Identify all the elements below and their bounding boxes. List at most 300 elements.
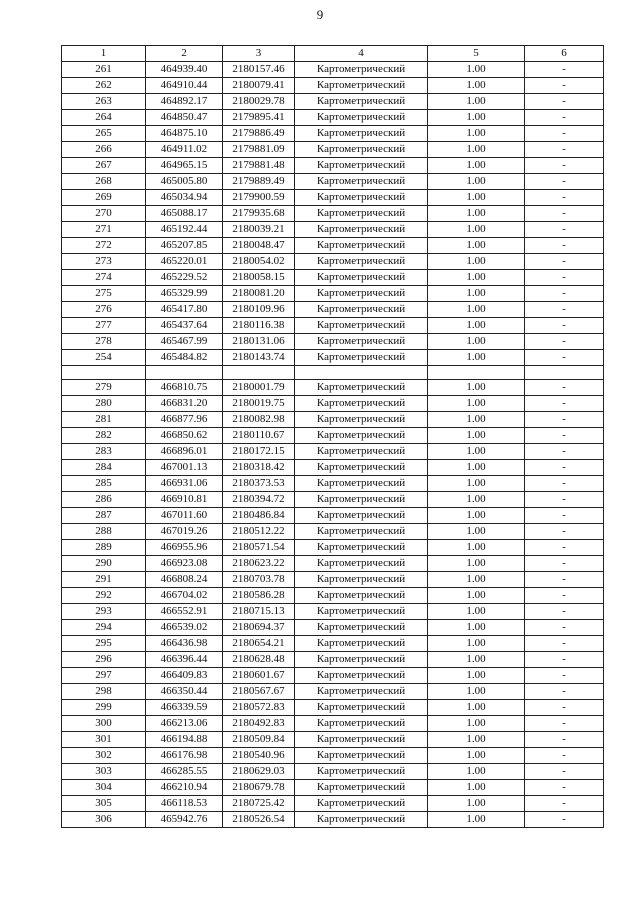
table-cell: 464910.44	[146, 78, 223, 94]
table-cell: -	[525, 668, 604, 684]
table-cell: 465220.01	[146, 254, 223, 270]
table-cell: 2180623.22	[223, 556, 295, 572]
table-cell: 278	[62, 334, 146, 350]
table-cell: 2180394.72	[223, 492, 295, 508]
table-cell: 293	[62, 604, 146, 620]
table-cell: 261	[62, 62, 146, 78]
table-cell: 1.00	[428, 604, 525, 620]
table-cell: Картометрический	[295, 302, 428, 318]
table-cell: Картометрический	[295, 412, 428, 428]
table-cell: 1.00	[428, 62, 525, 78]
table-cell: -	[525, 318, 604, 334]
table-cell: 2180526.54	[223, 812, 295, 828]
table-cell: 2180509.84	[223, 732, 295, 748]
table-cell: -	[525, 254, 604, 270]
table-row	[62, 812, 604, 828]
table-cell: 1.00	[428, 142, 525, 158]
table-cell: Картометрический	[295, 158, 428, 174]
table-cell: Картометрический	[295, 508, 428, 524]
table-cell: 2180715.13	[223, 604, 295, 620]
table-cell: 466396.44	[146, 652, 223, 668]
table-cell: Картометрический	[295, 524, 428, 540]
table-cell: 465005.80	[146, 174, 223, 190]
table-cell: 279	[62, 380, 146, 396]
table-cell: -	[525, 604, 604, 620]
table-cell: 2180694.37	[223, 620, 295, 636]
table-cell: 2180586.28	[223, 588, 295, 604]
table-cell: 464965.15	[146, 158, 223, 174]
table-row	[62, 572, 604, 588]
table-cell: 2180079.41	[223, 78, 295, 94]
table-row	[62, 444, 604, 460]
table-cell: 466339.59	[146, 700, 223, 716]
table-cell: -	[525, 588, 604, 604]
table-cell: -	[525, 380, 604, 396]
table-cell: 1.00	[428, 254, 525, 270]
table-cell: Картометрический	[295, 604, 428, 620]
table-cell: 1.00	[428, 668, 525, 684]
table-cell: 1.00	[428, 476, 525, 492]
table-cell: Картометрический	[295, 764, 428, 780]
table-cell: 2180628.48	[223, 652, 295, 668]
table-row	[62, 636, 604, 652]
table-cell: 262	[62, 78, 146, 94]
table-cell: 466436.98	[146, 636, 223, 652]
table-cell: 2180048.47	[223, 238, 295, 254]
table-cell: 306	[62, 812, 146, 828]
table-cell: 274	[62, 270, 146, 286]
table-cell: 2179900.59	[223, 190, 295, 206]
table-row	[62, 604, 604, 620]
table-cell: 1.00	[428, 126, 525, 142]
table-cell: 1.00	[428, 412, 525, 428]
table-cell: 288	[62, 524, 146, 540]
table-cell: 2180540.96	[223, 748, 295, 764]
table-cell: 2180703.78	[223, 572, 295, 588]
table-row	[62, 380, 604, 396]
table-cell: 1.00	[428, 460, 525, 476]
table-cell: 465484.82	[146, 350, 223, 366]
table-row	[62, 588, 604, 604]
table-cell: 2180157.46	[223, 62, 295, 78]
table-cell: 2180116.38	[223, 318, 295, 334]
table-cell: 302	[62, 748, 146, 764]
table-cell: -	[525, 812, 604, 828]
table-cell: 466552.91	[146, 604, 223, 620]
table-cell: 2180629.03	[223, 764, 295, 780]
table-cell: 1.00	[428, 350, 525, 366]
table-cell: Картометрический	[295, 222, 428, 238]
table-cell: Картометрический	[295, 444, 428, 460]
table-cell: 264	[62, 110, 146, 126]
table-cell: -	[525, 62, 604, 78]
table-cell: 276	[62, 302, 146, 318]
table-cell: 301	[62, 732, 146, 748]
table-cell: 1.00	[428, 380, 525, 396]
table-cell: 1.00	[428, 524, 525, 540]
table-cell: 1.00	[428, 444, 525, 460]
table-cell: 467001.13	[146, 460, 223, 476]
table-cell: 464892.17	[146, 94, 223, 110]
table-cell: 466213.06	[146, 716, 223, 732]
table-cell: 2180172.15	[223, 444, 295, 460]
table-cell: 2179895.41	[223, 110, 295, 126]
table-cell: 268	[62, 174, 146, 190]
table-row	[62, 78, 604, 94]
table-cell: 2180601.67	[223, 668, 295, 684]
table-cell: 467011.60	[146, 508, 223, 524]
table-cell: Картометрический	[295, 396, 428, 412]
table-cell: 267	[62, 158, 146, 174]
table-cell: Картометрический	[295, 110, 428, 126]
table-cell: 280	[62, 396, 146, 412]
table-cell: 295	[62, 636, 146, 652]
table-cell: -	[525, 334, 604, 350]
table-row	[62, 62, 604, 78]
table-cell: Картометрический	[295, 652, 428, 668]
table-cell: 466194.88	[146, 732, 223, 748]
table-cell: 2180492.83	[223, 716, 295, 732]
table-cell: 1.00	[428, 636, 525, 652]
table-cell: Картометрический	[295, 588, 428, 604]
table-cell: -	[525, 94, 604, 110]
table-cell: 1.00	[428, 780, 525, 796]
column-header: 1	[62, 46, 146, 62]
table-cell: 305	[62, 796, 146, 812]
table-cell: 1.00	[428, 572, 525, 588]
table-cell: Картометрический	[295, 780, 428, 796]
table-body	[62, 62, 604, 828]
table-row	[62, 222, 604, 238]
table-row	[62, 428, 604, 444]
table-cell: 2180567.67	[223, 684, 295, 700]
table-row	[62, 668, 604, 684]
table-row	[62, 174, 604, 190]
table-cell	[62, 366, 146, 380]
table-cell: 464911.02	[146, 142, 223, 158]
table-cell: 465034.94	[146, 190, 223, 206]
table-row	[62, 716, 604, 732]
table-row	[62, 158, 604, 174]
table-row	[62, 764, 604, 780]
table-cell: 281	[62, 412, 146, 428]
table-cell: 466808.24	[146, 572, 223, 588]
table-cell: 289	[62, 540, 146, 556]
table-row	[62, 780, 604, 796]
table-cell: 270	[62, 206, 146, 222]
table-cell: -	[525, 796, 604, 812]
table-cell: -	[525, 302, 604, 318]
table-cell: 465417.80	[146, 302, 223, 318]
table-cell: 298	[62, 684, 146, 700]
table-cell: Картометрический	[295, 716, 428, 732]
table-cell: 1.00	[428, 190, 525, 206]
table-cell: -	[525, 238, 604, 254]
table-cell: 2180486.84	[223, 508, 295, 524]
table-cell	[525, 366, 604, 380]
table-cell: 284	[62, 460, 146, 476]
table-cell: -	[525, 428, 604, 444]
table-cell: 465437.64	[146, 318, 223, 334]
table-cell: 2180571.54	[223, 540, 295, 556]
table-cell: -	[525, 110, 604, 126]
table-cell: Картометрический	[295, 428, 428, 444]
table-row	[62, 206, 604, 222]
table-cell: 465088.17	[146, 206, 223, 222]
table-cell: 465329.99	[146, 286, 223, 302]
table-cell: Картометрический	[295, 94, 428, 110]
table-cell: -	[525, 572, 604, 588]
table-cell: 286	[62, 492, 146, 508]
table-cell: 2179886.49	[223, 126, 295, 142]
table-cell: -	[525, 444, 604, 460]
table-cell: 1.00	[428, 158, 525, 174]
table-cell: 465192.44	[146, 222, 223, 238]
table-row	[62, 190, 604, 206]
table-cell: Картометрический	[295, 270, 428, 286]
table-row	[62, 796, 604, 812]
table-cell: Картометрический	[295, 796, 428, 812]
table-cell: 265	[62, 126, 146, 142]
table-cell: 263	[62, 94, 146, 110]
table-cell: 2180109.96	[223, 302, 295, 318]
table-cell: -	[525, 620, 604, 636]
table-cell: Картометрический	[295, 190, 428, 206]
table-cell: 304	[62, 780, 146, 796]
table-row	[62, 492, 604, 508]
table-cell: -	[525, 556, 604, 572]
table-row	[62, 238, 604, 254]
table-cell: 2180373.53	[223, 476, 295, 492]
table-cell	[223, 366, 295, 380]
table-row	[62, 460, 604, 476]
table-row	[62, 700, 604, 716]
table-cell: 283	[62, 444, 146, 460]
table-cell: 285	[62, 476, 146, 492]
table-cell: Картометрический	[295, 254, 428, 270]
table-cell: -	[525, 684, 604, 700]
table-cell: 2180058.15	[223, 270, 295, 286]
table-cell: 466877.96	[146, 412, 223, 428]
table-cell: 466831.20	[146, 396, 223, 412]
table-cell: 466931.06	[146, 476, 223, 492]
table-cell: 2180131.06	[223, 334, 295, 350]
table-row	[62, 508, 604, 524]
table-cell: 1.00	[428, 508, 525, 524]
table-cell: -	[525, 126, 604, 142]
table-cell: -	[525, 222, 604, 238]
header-row	[62, 46, 604, 62]
table-cell: -	[525, 78, 604, 94]
table-header	[62, 46, 604, 62]
table-cell: Картометрический	[295, 572, 428, 588]
table-cell: 300	[62, 716, 146, 732]
table-cell: Картометрический	[295, 238, 428, 254]
table-cell: 277	[62, 318, 146, 334]
table-cell: 465942.76	[146, 812, 223, 828]
table-cell: Картометрический	[295, 668, 428, 684]
table-cell: 1.00	[428, 222, 525, 238]
table-cell: 282	[62, 428, 146, 444]
table-cell: -	[525, 492, 604, 508]
table-row	[62, 126, 604, 142]
table-cell: 1.00	[428, 812, 525, 828]
table-cell: 465229.52	[146, 270, 223, 286]
table-cell: -	[525, 350, 604, 366]
table-cell: -	[525, 190, 604, 206]
table-cell: 303	[62, 764, 146, 780]
table-cell: Картометрический	[295, 684, 428, 700]
table-cell: 466176.98	[146, 748, 223, 764]
table-cell: 466850.62	[146, 428, 223, 444]
table-cell: 464850.47	[146, 110, 223, 126]
table-cell: 467019.26	[146, 524, 223, 540]
table-cell: 271	[62, 222, 146, 238]
table-cell: 466539.02	[146, 620, 223, 636]
table-cell: 272	[62, 238, 146, 254]
table-cell: Картометрический	[295, 636, 428, 652]
table-cell: 2180001.79	[223, 380, 295, 396]
table-cell: Картометрический	[295, 142, 428, 158]
table-row	[62, 476, 604, 492]
table-cell: 1.00	[428, 174, 525, 190]
table-cell: 1.00	[428, 652, 525, 668]
table-cell: Картометрический	[295, 620, 428, 636]
table-cell: 1.00	[428, 588, 525, 604]
table-row	[62, 748, 604, 764]
table-cell: 1.00	[428, 556, 525, 572]
table-row	[62, 286, 604, 302]
table-cell: -	[525, 636, 604, 652]
table-cell: Картометрический	[295, 492, 428, 508]
table-cell: 1.00	[428, 428, 525, 444]
table-cell: 1.00	[428, 540, 525, 556]
table-cell: Картометрический	[295, 748, 428, 764]
table-cell: Картометрический	[295, 350, 428, 366]
table-cell: 1.00	[428, 270, 525, 286]
table-cell: 2180039.21	[223, 222, 295, 238]
table-cell: 1.00	[428, 286, 525, 302]
column-header: 3	[223, 46, 295, 62]
table-cell: 2180572.83	[223, 700, 295, 716]
table-cell: 1.00	[428, 492, 525, 508]
table-cell: 1.00	[428, 716, 525, 732]
table-cell: Картометрический	[295, 206, 428, 222]
table-cell: 294	[62, 620, 146, 636]
table-cell: -	[525, 142, 604, 158]
table-row	[62, 270, 604, 286]
table-cell: 466285.55	[146, 764, 223, 780]
table-cell: -	[525, 748, 604, 764]
table-cell: Картометрический	[295, 318, 428, 334]
table-cell: -	[525, 476, 604, 492]
table-row	[62, 142, 604, 158]
table-row	[62, 652, 604, 668]
table-cell: Картометрический	[295, 380, 428, 396]
table-cell: 466910.81	[146, 492, 223, 508]
table-cell: 2180318.42	[223, 460, 295, 476]
table-cell: 297	[62, 668, 146, 684]
table-cell: 1.00	[428, 620, 525, 636]
table-cell: 2180029.78	[223, 94, 295, 110]
table-cell: 2180019.75	[223, 396, 295, 412]
table-cell: 1.00	[428, 700, 525, 716]
table-cell: 2180081.20	[223, 286, 295, 302]
table-cell: -	[525, 270, 604, 286]
table-row	[62, 396, 604, 412]
table-cell: 1.00	[428, 110, 525, 126]
table-row	[62, 110, 604, 126]
table-cell: 2179881.09	[223, 142, 295, 158]
table-cell: 466896.01	[146, 444, 223, 460]
table-cell: 464939.40	[146, 62, 223, 78]
table-cell: 275	[62, 286, 146, 302]
table-cell: -	[525, 412, 604, 428]
table-cell: 2180654.21	[223, 636, 295, 652]
table-cell: 269	[62, 190, 146, 206]
table-row	[62, 524, 604, 540]
table-cell: 466810.75	[146, 380, 223, 396]
table-cell: 1.00	[428, 94, 525, 110]
table-cell: -	[525, 286, 604, 302]
table-cell: 2180725.42	[223, 796, 295, 812]
table-cell: Картометрический	[295, 334, 428, 350]
table-cell: -	[525, 508, 604, 524]
table-cell: 2179881.48	[223, 158, 295, 174]
table-cell	[146, 366, 223, 380]
column-header: 6	[525, 46, 604, 62]
table-cell: 466704.02	[146, 588, 223, 604]
table-cell: 1.00	[428, 302, 525, 318]
table-cell: -	[525, 158, 604, 174]
table-cell: 466118.53	[146, 796, 223, 812]
column-header: 4	[295, 46, 428, 62]
table-cell: Картометрический	[295, 556, 428, 572]
table-cell: Картометрический	[295, 812, 428, 828]
table-cell: 254	[62, 350, 146, 366]
table-cell: -	[525, 716, 604, 732]
table-cell: Картометрический	[295, 540, 428, 556]
page-number: 9	[316, 7, 324, 22]
table-cell: 466210.94	[146, 780, 223, 796]
table-cell: 1.00	[428, 318, 525, 334]
table-cell: -	[525, 764, 604, 780]
table-cell: Картометрический	[295, 476, 428, 492]
table-cell: 1.00	[428, 334, 525, 350]
coordinates-table	[61, 45, 604, 828]
table-row	[62, 684, 604, 700]
table-cell: 466923.08	[146, 556, 223, 572]
table-cell: 464875.10	[146, 126, 223, 142]
table-cell: 2180143.74	[223, 350, 295, 366]
table-cell: 2180054.02	[223, 254, 295, 270]
table-cell: 2180110.67	[223, 428, 295, 444]
table-cell: -	[525, 524, 604, 540]
table-row	[62, 412, 604, 428]
table-cell: 465467.99	[146, 334, 223, 350]
table-cell: -	[525, 460, 604, 476]
table-cell: 1.00	[428, 732, 525, 748]
table-row	[62, 302, 604, 318]
table-cell: Картометрический	[295, 62, 428, 78]
table-cell: Картометрический	[295, 700, 428, 716]
table-cell	[295, 366, 428, 380]
table-cell: 1.00	[428, 748, 525, 764]
table-cell: 1.00	[428, 396, 525, 412]
table-cell	[428, 366, 525, 380]
table-row	[62, 540, 604, 556]
table-cell: 2180679.78	[223, 780, 295, 796]
